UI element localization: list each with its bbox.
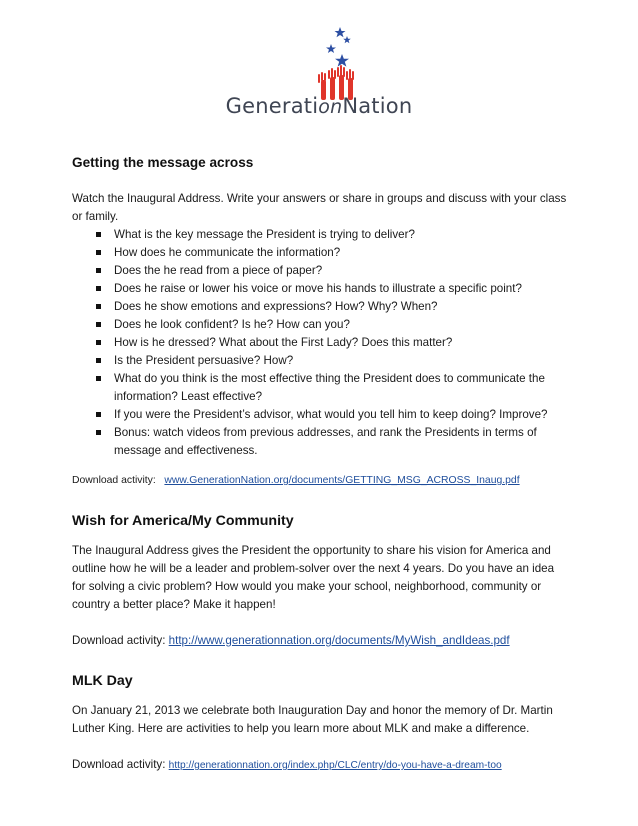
generation-nation-logo — [0, 22, 638, 132]
document-body — [72, 154, 572, 775]
list-item-text: Does he raise or lower his voice or move his hands to illustrate a specific point? — [114, 282, 522, 295]
list-item-text: What is the key message the President is trying to deliver? — [114, 228, 415, 241]
wish-line-3: for solving a civic problem? How would you make your school, neighborhood, community or — [72, 580, 542, 593]
question-list — [72, 226, 572, 460]
section-heading-getting-message: Getting the message across — [72, 155, 254, 170]
list-item — [72, 424, 572, 460]
logo-word-1: Generati — [225, 94, 319, 118]
list-item-text: Does he show emotions and expressions? How? Why? When? — [114, 300, 438, 313]
stars-icon — [326, 27, 351, 67]
list-item — [72, 226, 572, 244]
download-activity-getting — [72, 472, 572, 490]
logo-wordmark — [0, 94, 638, 118]
list-item-text: Does the he read from a piece of paper? — [114, 264, 323, 277]
download-activity-wish — [72, 632, 572, 650]
download-label: Download activity: — [72, 634, 166, 647]
logo-word-3: Nation — [342, 94, 413, 118]
bullet-square-icon — [96, 412, 101, 417]
bullet-square-icon — [96, 268, 101, 273]
bullet-square-icon — [96, 340, 101, 345]
list-item — [72, 244, 572, 262]
list-item — [72, 316, 572, 334]
list-item-text-cont: message and effectiveness. — [114, 444, 258, 457]
list-item — [72, 280, 572, 298]
list-item-text: If you were the President’s advisor, what would you tell him to keep doing? Improve? — [114, 408, 548, 421]
list-item — [72, 334, 572, 352]
bullet-square-icon — [96, 250, 101, 255]
intro-line-1: Watch the Inaugural Address. Write your answers or share in groups and discuss with your class — [72, 192, 567, 205]
list-item-text: Is the President persuasive? How? — [114, 354, 294, 367]
logo-word-2: on — [318, 96, 343, 118]
mlk-line-1: On January 21, 2013 we celebrate both Inauguration Day and honor the memory of Dr. Martin — [72, 704, 553, 717]
bullet-square-icon — [96, 358, 101, 363]
bullet-square-icon — [96, 322, 101, 327]
wish-line-4: country a better place? Make it happen! — [72, 598, 276, 611]
download-activity-mlk — [72, 756, 572, 775]
bullet-square-icon — [96, 304, 101, 309]
list-item — [72, 406, 572, 424]
list-item-text: How does he communicate the information? — [114, 246, 341, 259]
download-label: Download activity: — [72, 758, 166, 771]
bullet-square-icon — [96, 232, 101, 237]
download-link-wish[interactable]: http://www.generationnation.org/documents/MyWish_andIdeas.pdf — [168, 634, 510, 647]
list-item — [72, 298, 572, 316]
list-item-text-cont: information? Least effective? — [114, 390, 263, 403]
list-item-text: What do you think is the most effective thing the President does to communicate the — [114, 372, 545, 385]
list-item — [72, 262, 572, 280]
list-item-text: How is he dressed? What about the First Lady? Does this matter? — [114, 336, 453, 349]
list-item — [72, 352, 572, 370]
download-link-getting[interactable]: www.GenerationNation.org/documents/GETTING_MSG_ACROSS_Inaug.pdf — [164, 475, 520, 486]
section-heading-wish: Wish for America/My Community — [72, 513, 294, 529]
bullet-square-icon — [96, 430, 101, 435]
wish-line-2: outline how he will be a leader and problem-solver over the next 4 years. Do you have an idea — [72, 562, 555, 575]
wish-line-1: The Inaugural Address gives the President the opportunity to share his vision for America and — [72, 544, 551, 557]
section-heading-mlk: MLK Day — [72, 673, 133, 689]
download-label: Download activity: — [72, 475, 156, 486]
bullet-square-icon — [96, 286, 101, 291]
list-item — [72, 370, 572, 406]
bullet-square-icon — [96, 376, 101, 381]
intro-line-2: or family. — [72, 210, 119, 223]
list-item-text: Does he look confident? Is he? How can you? — [114, 318, 350, 331]
download-link-mlk[interactable]: http://generationnation.org/index.php/CLC/entry/do-you-have-a-dream-too — [168, 760, 502, 771]
list-item-text: Bonus: watch videos from previous addresses, and rank the Presidents in terms of — [114, 426, 537, 439]
mlk-line-2: Luther King. Here are activities to help you learn more about MLK and make a difference. — [72, 722, 530, 735]
